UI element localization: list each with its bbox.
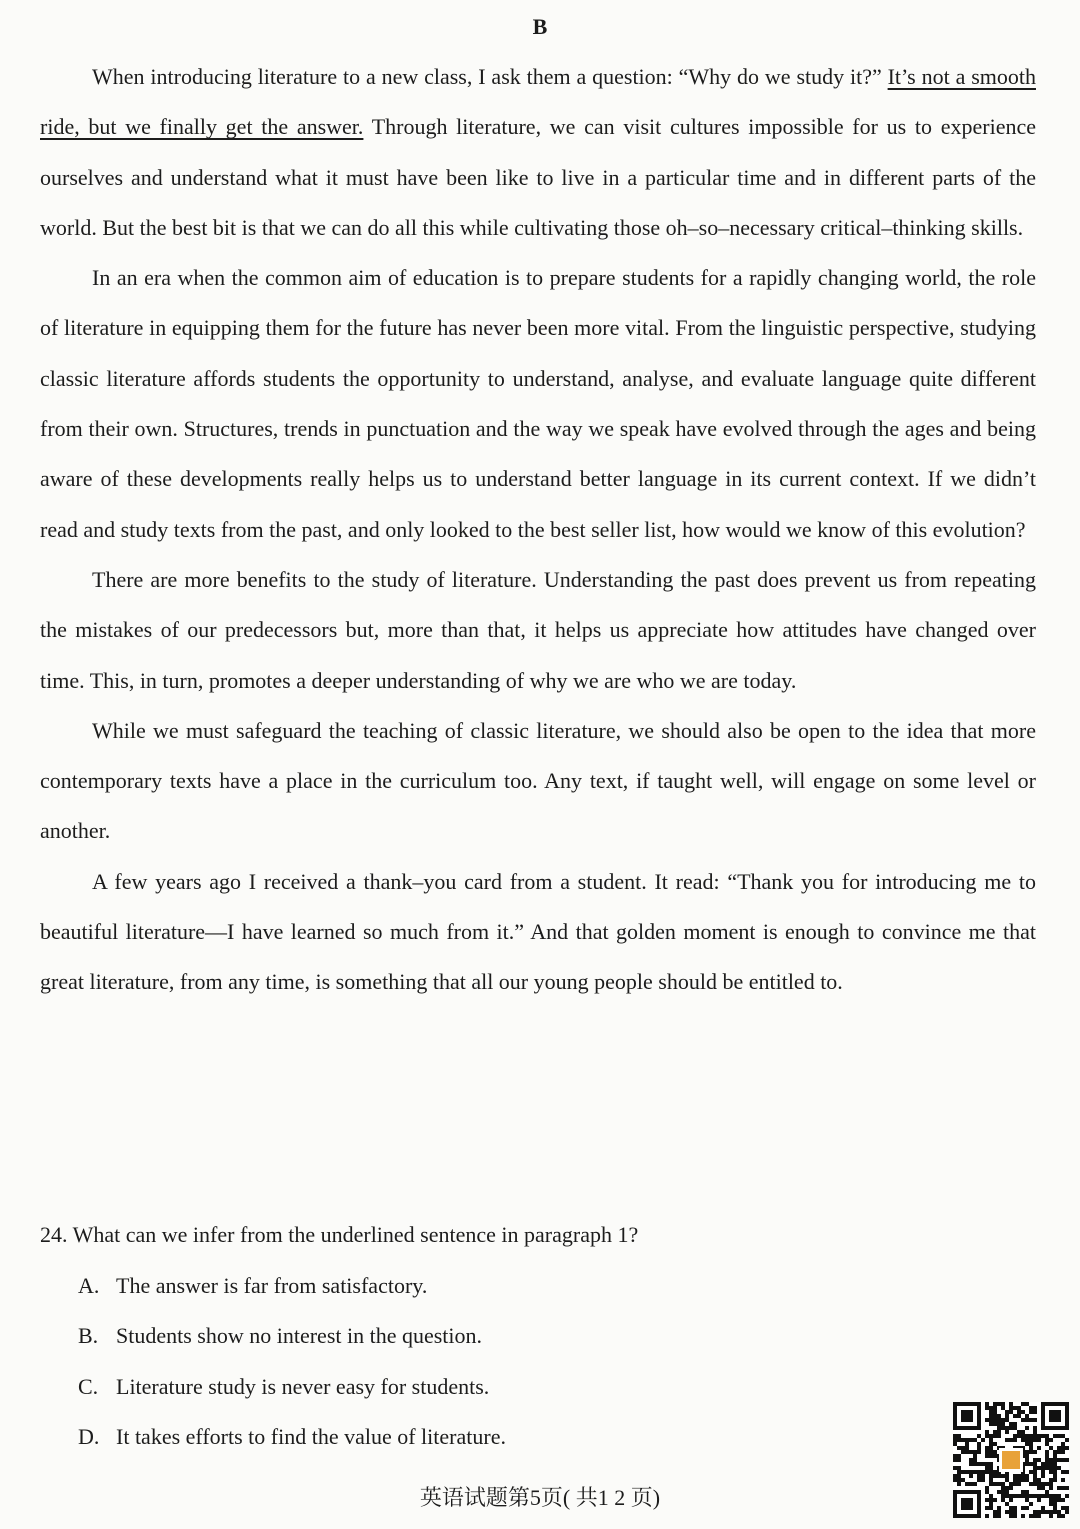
question-24 xyxy=(40,1210,1036,1463)
section-letter: B xyxy=(532,14,548,39)
paragraph-1-rest: Through literature, we can visit cultures impossible for us to experience ourselves and understand what it must have been like to live in a particular time and in different parts of the world. But the best bit is that we can do all this while cultivating those oh–so–necessary critical–thinking skills. xyxy=(40,114,1036,240)
option-a xyxy=(40,1261,1036,1312)
paragraph-1 xyxy=(40,52,1036,253)
option-c xyxy=(40,1362,1036,1413)
option-letter: D. xyxy=(78,1424,100,1449)
option-letter: B. xyxy=(78,1323,99,1348)
option-text: The answer is far from satisfactory. xyxy=(116,1272,428,1298)
page-footer: 英语试题第5页( 共1 2 页) xyxy=(419,1485,661,1510)
option-letter: C. xyxy=(78,1373,99,1399)
paragraph-5: A few years ago I received a thank–you card from a student. It read: “Thank you for introducing me to beautiful literature—I have learned so much from it.” And that golden moment is enough to convince me that great literature, from any time, is something that all our young people should be entitled to. xyxy=(40,868,1036,995)
option-b xyxy=(40,1311,1036,1362)
question-stem: 24. What can we infer from the underlined sentence in paragraph 1? xyxy=(40,1222,639,1247)
paragraph-1-intro: When introducing literature to a new class, I ask them a question: “Why do we study it?” xyxy=(92,64,888,89)
option-text: Literature study is never easy for students. xyxy=(116,1373,490,1399)
paragraph-3: There are more benefits to the study of literature. Understanding the past does prevent us from repeating the mistakes of our predecessors but, more than that, it helps us appreciate how attitudes have changed over time. This, in turn, promotes a deeper understanding of why we are who we are today. xyxy=(40,566,1036,693)
option-text: Students show no interest in the question. xyxy=(116,1323,483,1348)
underlined-sentence: It’s not a smooth ride, but we finally get the answer. xyxy=(40,64,1036,140)
paragraph-4: While we must safeguard the teaching of classic literature, we should also be open to the idea that more contemporary texts have a place in the curriculum too. Any text, if taught well, will engage on some level or another. xyxy=(40,717,1036,844)
reading-passage xyxy=(40,52,1036,1008)
option-text: It takes efforts to find the value of literature. xyxy=(116,1424,506,1449)
paragraph-2: In an era when the common aim of education is to prepare students for a rapidly changing world, the role of literature in equipping them for the future has never been more vital. From the linguistic perspective, studying classic literature affords students the opportunity to understand, analyse, and evaluate language quite different from their own. Structures, trends in punctuation and the way we speak have evolved through the ages and being aware of these developments really helps us to understand better language in its current context. If we didn’t read and study texts from the past, and only looked to the best seller list, how would we know of this evolution? xyxy=(40,265,1036,542)
option-d xyxy=(40,1412,1036,1463)
option-letter: A. xyxy=(78,1272,100,1298)
